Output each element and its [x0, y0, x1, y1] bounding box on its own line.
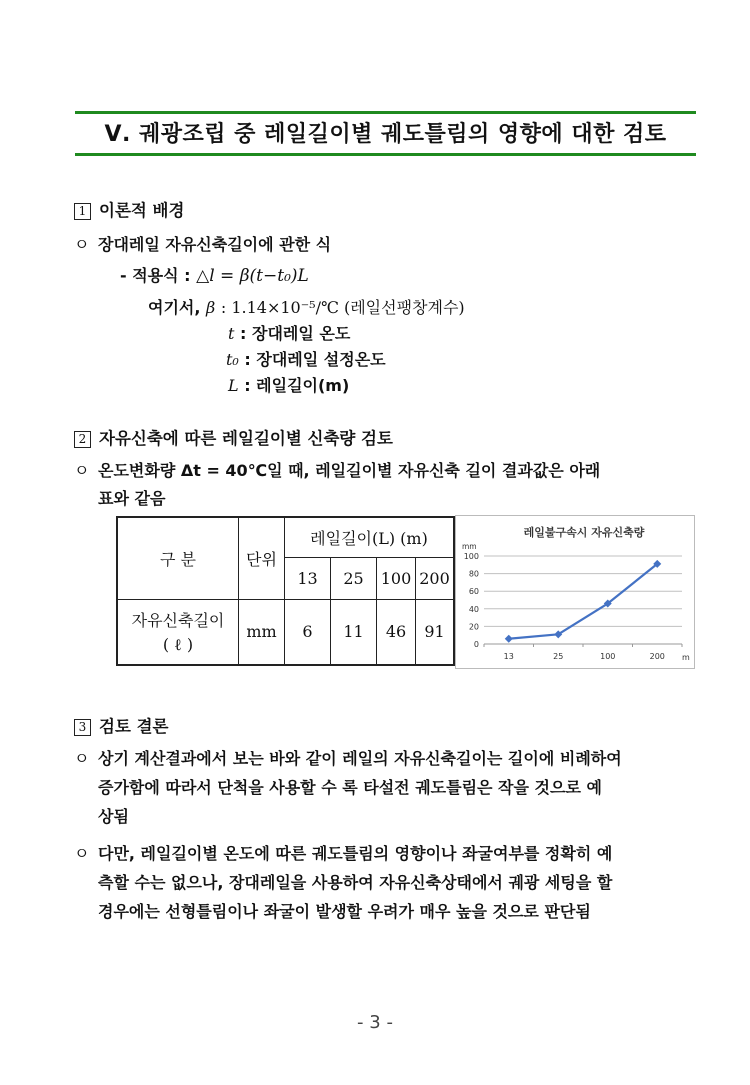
section-2-heading: [74, 425, 393, 449]
y-tick-label: 80: [468, 569, 479, 579]
conclusion-2-line-1: [74, 841, 612, 864]
x-axis-unit: m: [682, 653, 690, 662]
formula-label: - 적용식 :: [120, 266, 191, 285]
section-2-title: 자유신축에 따른 레일길이별 신축량 검토: [99, 429, 393, 448]
section-number-box: 3: [74, 719, 91, 736]
data-table: [116, 516, 455, 666]
y-tick-label: 100: [463, 552, 479, 561]
def-symbol: t: [228, 324, 235, 343]
formula-line: [120, 263, 309, 286]
text-line: 다만, 레일길이별 온도에 따른 궤도틀림의 영향이나 좌굴여부를 정확히 예: [98, 844, 613, 863]
definition-beta: [148, 295, 465, 318]
title-rule-bottom: [75, 153, 696, 156]
title-rule-top: [75, 111, 696, 114]
value-cell: 11: [331, 599, 377, 665]
formula: △l = β(t−t₀)L: [196, 266, 309, 286]
def-symbol: t₀: [226, 350, 239, 369]
text-line: 상기 계산결과에서 보는 바와 같이 레일의 자유신축길이는 길이에 비례하여: [98, 749, 622, 768]
length-cell: 13: [285, 557, 331, 599]
y-tick-label: 20: [468, 622, 479, 632]
conclusion-1-line-2: 증가함에 따라서 단척을 사용할 수 록 타설전 궤도틀림은 작을 것으로 예: [98, 778, 602, 797]
header-category: 구 분: [117, 517, 239, 599]
chart-title: 레일불구속시 자유신축량: [523, 526, 645, 539]
def-symbol: L: [228, 376, 239, 395]
section-number-box: 1: [74, 203, 91, 220]
x-tick-label: 200: [649, 652, 665, 661]
length-cell: 200: [416, 557, 455, 599]
value-cell: 6: [285, 599, 331, 665]
def-text: : 1.14×10⁻⁵/℃ (레일선팽창계수): [220, 298, 465, 317]
section-1-title: 이론적 배경: [99, 201, 185, 220]
length-cell: 25: [331, 557, 377, 599]
x-tick-label: 100: [600, 652, 616, 661]
bullet-icon: ㅇ: [74, 844, 90, 863]
section-2-text-2: 표와 같음: [98, 489, 166, 508]
row-label-line: ( ℓ ): [162, 635, 194, 655]
section-1-heading: [74, 197, 184, 221]
y-tick-label: 0: [473, 640, 479, 649]
x-tick-label: 25: [553, 652, 564, 661]
y-tick-label: 40: [468, 604, 479, 614]
unit-cell: mm: [239, 599, 285, 665]
section-2-text-1: [74, 458, 600, 481]
value-cell: 46: [377, 599, 416, 665]
section-3-title: 검토 결론: [99, 717, 169, 736]
section-3-heading: [74, 713, 169, 737]
bullet-icon: ㅇ: [74, 235, 90, 254]
bullet-icon: ㅇ: [74, 461, 90, 480]
header-unit: 단위: [239, 517, 285, 599]
conclusion-1-line-1: [74, 746, 622, 769]
section-number-box: 2: [74, 431, 91, 448]
bullet-icon: ㅇ: [74, 749, 90, 768]
def-text: : 레일길이(m): [244, 376, 350, 395]
header-rail-length: 레일길이(L) (m): [285, 517, 455, 557]
row-label-line: 자유신축길이: [131, 611, 225, 631]
definition-L: [228, 373, 349, 396]
conclusion-2-line-2: 측할 수는 없으나, 장대레일을 사용하여 자유신축상태에서 궤광 세팅을 할: [98, 873, 613, 892]
where-label: 여기서,: [148, 298, 201, 317]
series-line: [509, 564, 658, 639]
section-1-item: [74, 232, 331, 255]
page-number: - 3 -: [357, 1012, 393, 1033]
chart-svg: [456, 516, 694, 668]
def-text: : 장대레일 설정온도: [244, 350, 386, 369]
row-label: [117, 599, 239, 665]
text-line: 온도변화량 Δt = 40℃일 때, 레일길이별 자유신축 길이 결과값은 아래: [98, 461, 601, 480]
line-chart: [455, 515, 695, 669]
def-text: : 장대레일 온도: [240, 324, 351, 343]
data-point-marker: [505, 635, 513, 643]
def-symbol: β: [206, 298, 216, 317]
value-cell: 91: [416, 599, 455, 665]
conclusion-2-line-3: 경우에는 선형틀림이나 좌굴이 발생할 우려가 매우 높을 것으로 판단됨: [98, 902, 591, 921]
item-text: 장대레일 자유신축길이에 관한 식: [98, 235, 332, 254]
y-tick-label: 60: [468, 587, 479, 597]
definition-t: [228, 321, 350, 344]
page-title: Ⅴ. 궤광조립 중 레일길이별 궤도틀림의 영향에 대한 검토: [104, 122, 667, 147]
x-tick-label: 13: [503, 652, 514, 661]
length-cell: 100: [377, 557, 416, 599]
definition-t0: [226, 347, 386, 370]
conclusion-1-line-3: 상됨: [98, 807, 129, 826]
y-axis-unit: mm: [462, 542, 477, 551]
